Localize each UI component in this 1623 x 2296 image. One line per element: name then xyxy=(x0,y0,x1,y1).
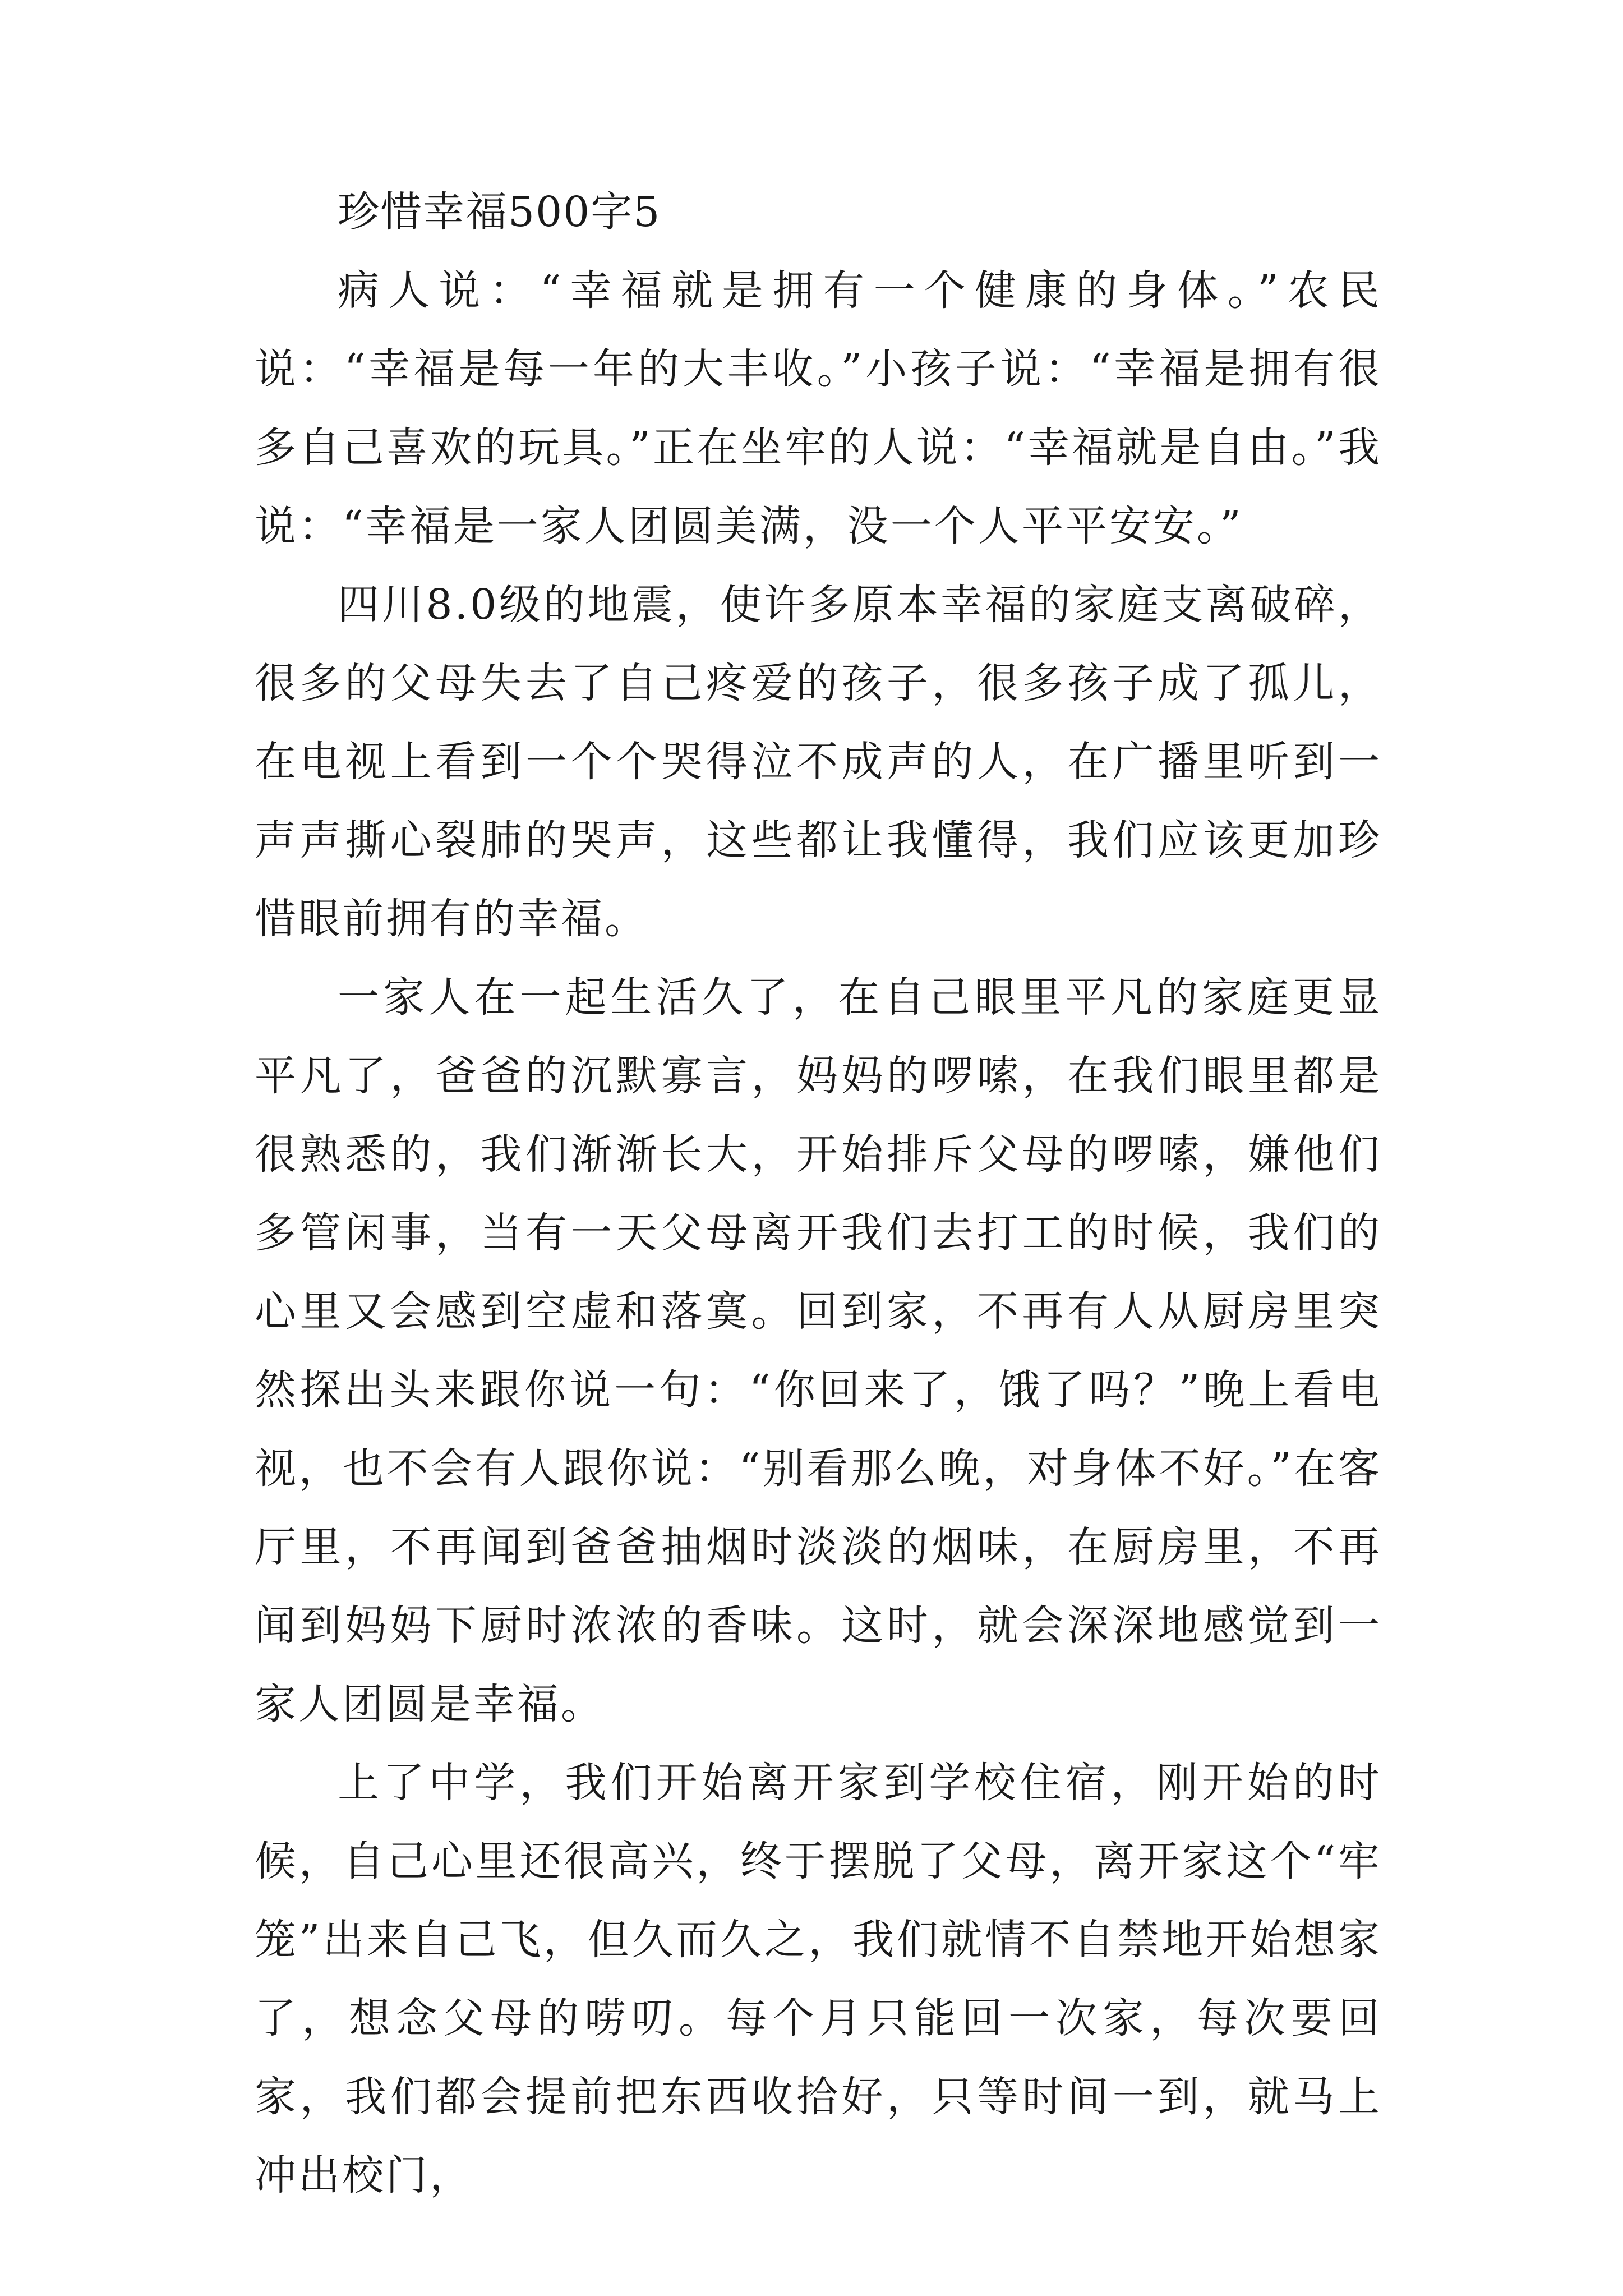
document-body xyxy=(255,173,1382,2215)
paragraph: 上了中学，我们开始离开家到学校住宿，刚开始的时候，自己心里还很高兴，终于摆脱了父母，离开家这个“牢笼”出来自己飞，但久而久之，我们就情不自禁地开始想家了，想念父母的唠叨。每个月只能回一次家，每次要回家，我们都会提前把东西收拾好，只等时间一到，就马上冲出校门， xyxy=(255,1759,1382,2200)
document-title: 珍惜幸福500字5 xyxy=(338,188,661,236)
paragraph: 四川8.0级的地震，使许多原本幸福的家庭支离破碎，很多的父母失去了自己疼爱的孩子，很多孩子成了孤儿，在电视上看到一个个哭得泣不成声的人，在广播里听到一声声撕心裂肺的哭声，这些都让我懂得，我们应该更加珍惜眼前拥有的幸福。 xyxy=(255,581,1382,943)
paragraph: 一家人在一起生活久了，在自己眼里平凡的家庭更显平凡了，爸爸的沉默寡言，妈妈的啰嗦，在我们眼里都是很熟悉的，我们渐渐长大，开始排斥父母的啰嗦，嫌他们多管闲事，当有一天父母离开我们去打工的时候，我们的心里又会感到空虚和落寞。回到家，不再有人从厨房里突然探出头来跟你说一句：“你回来了，饿了吗？”晚上看电视，也不会有人跟你说：“别看那么晚，对身体不好。”在客厅里，不再闻到爸爸抽烟时淡淡的烟味，在厨房里，不再闻到妈妈下厨时浓浓的香味。这时，就会深深地感觉到一家人团圆是幸福。 xyxy=(255,973,1382,1728)
paragraph: 病人说：“幸福就是拥有一个健康的身体。”农民说：“幸福是每一年的大丰收。”小孩子说：“幸福是拥有很多自己喜欢的玩具。”正在坐牢的人说：“幸福就是自由。”我说：“幸福是一家人团圆美满，没一个人平平安安。” xyxy=(255,266,1382,550)
